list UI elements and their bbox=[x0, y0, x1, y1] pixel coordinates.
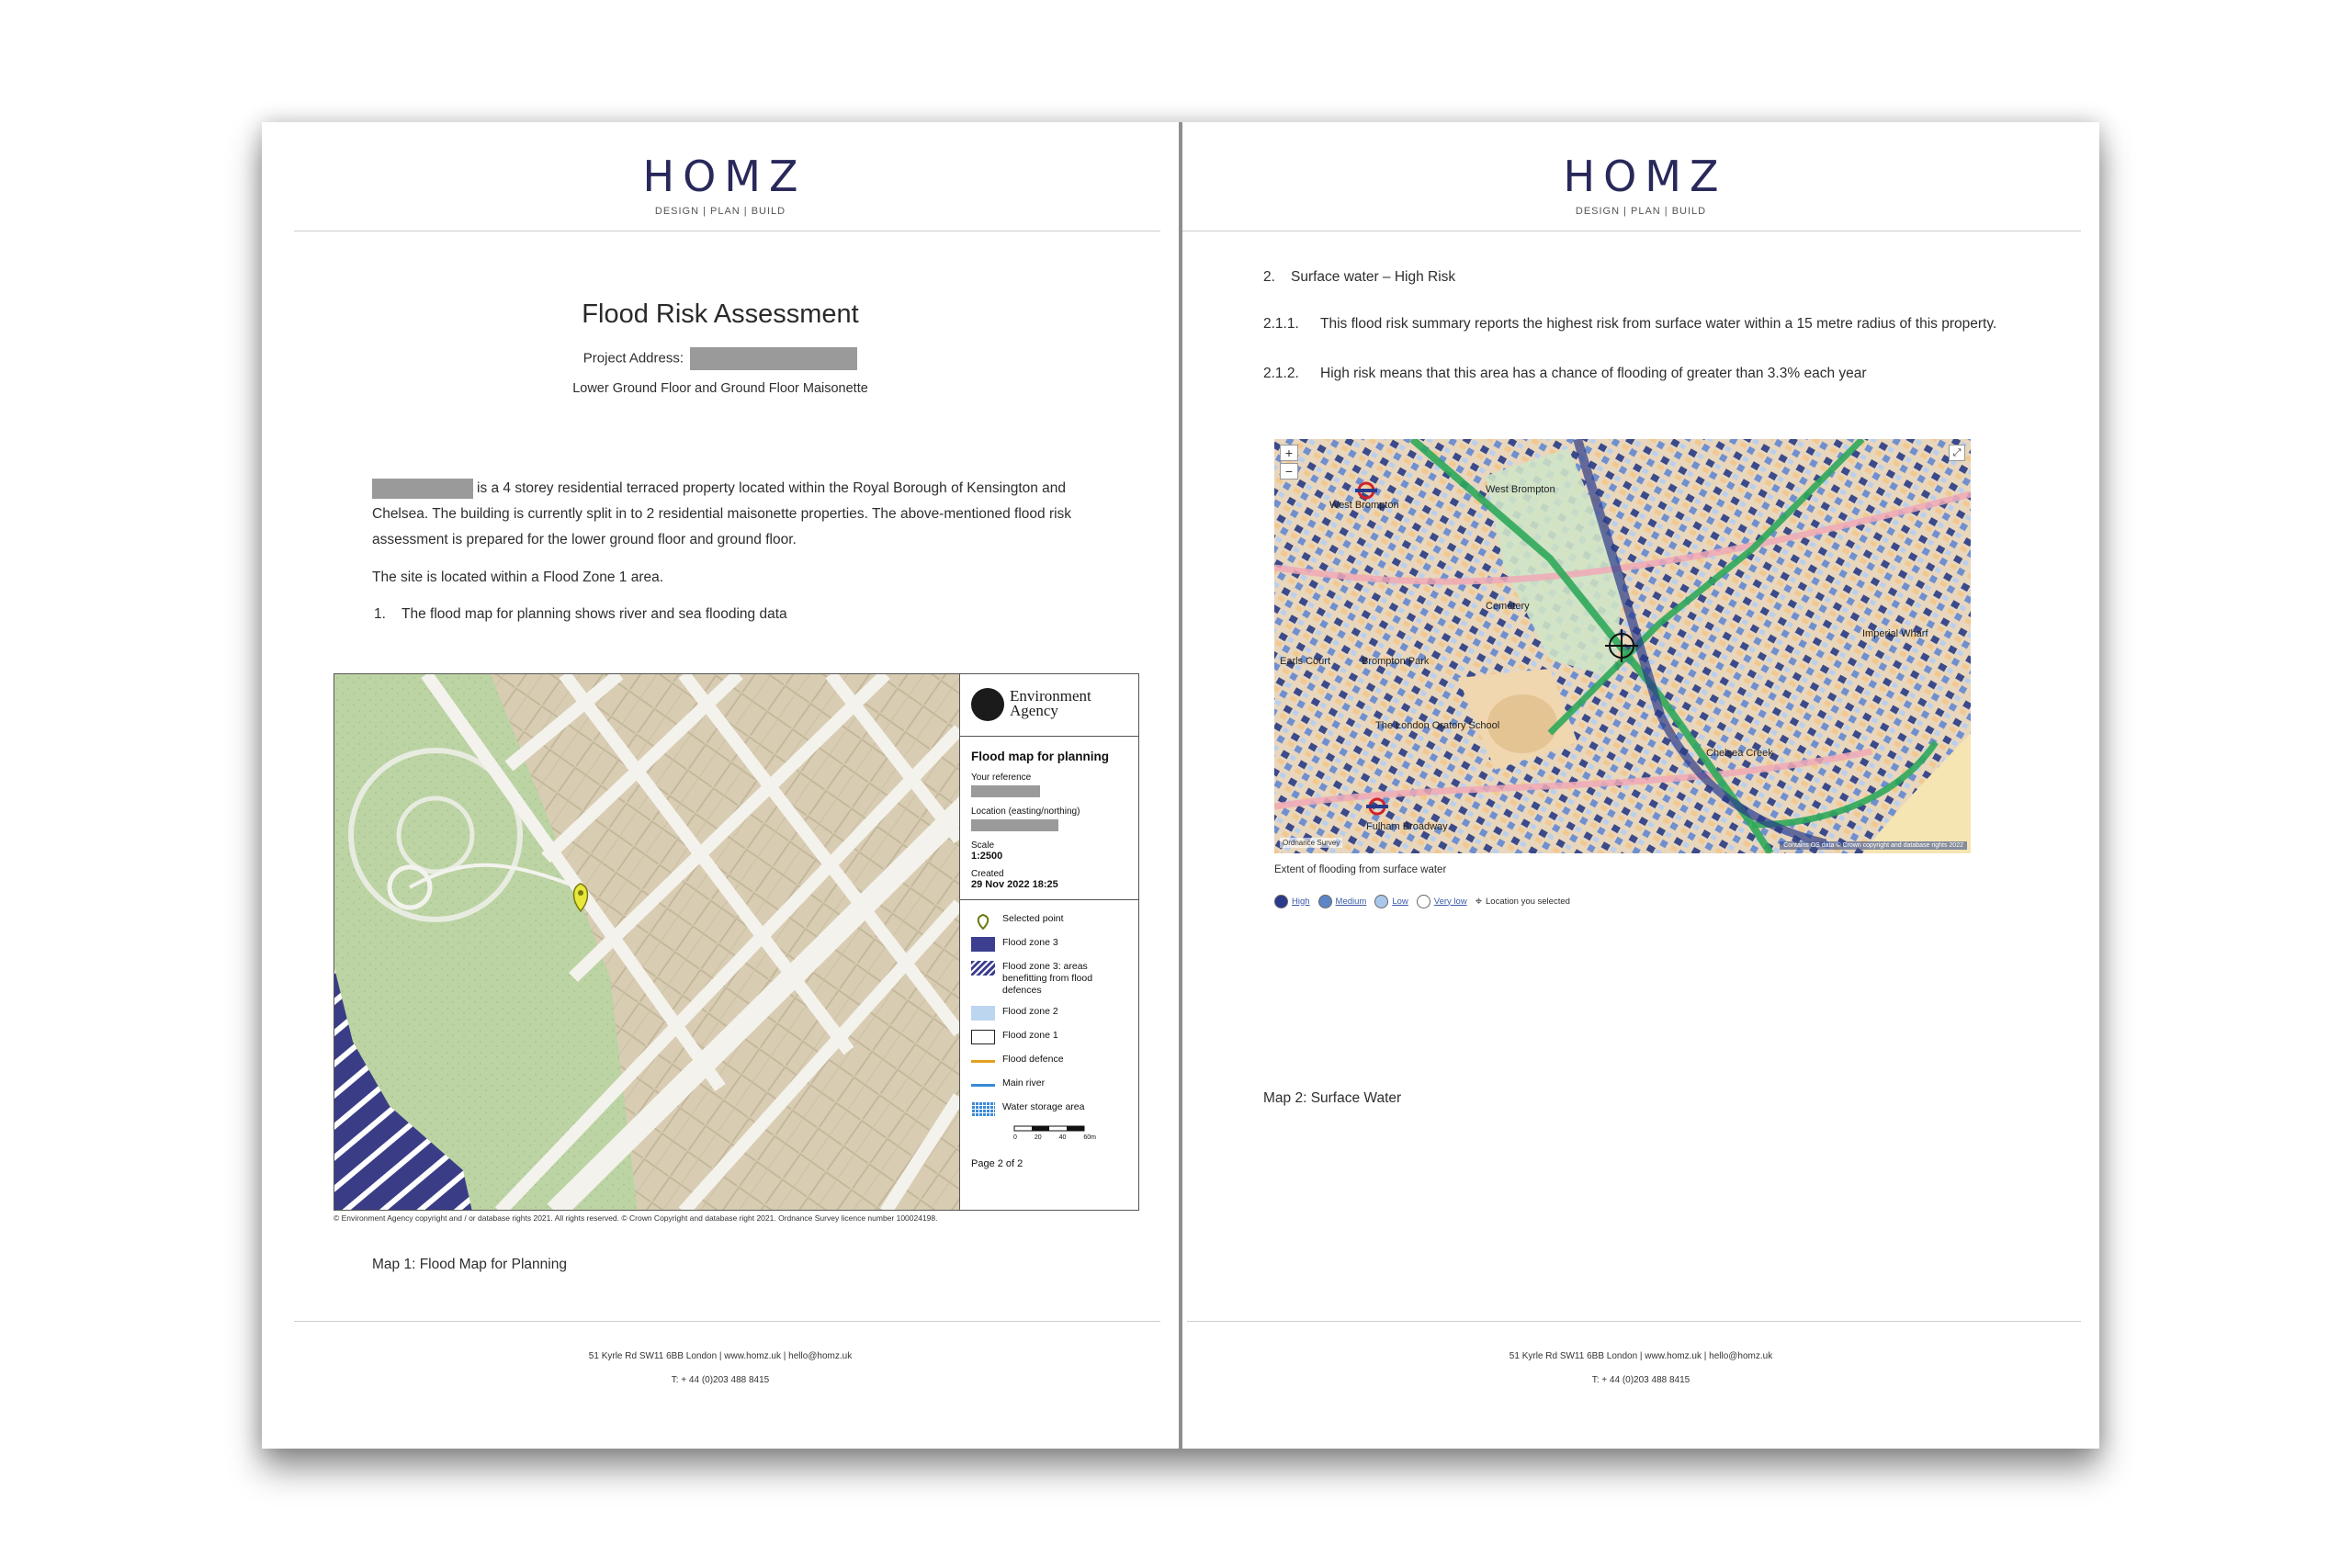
redacted-location bbox=[971, 819, 1058, 831]
legend-water-storage: Water storage area bbox=[971, 1101, 1129, 1116]
map-label: West Brompton bbox=[1486, 484, 1555, 495]
legend-selected-point: Selected point bbox=[971, 913, 1129, 928]
item-1-text: The flood map for planning shows river and sea flooding data bbox=[401, 606, 787, 622]
scale-tick: 60m bbox=[1083, 1134, 1096, 1141]
homz-tagline: DESIGN | PLAN | BUILD bbox=[654, 206, 786, 217]
subsection-text: High risk means that this area has a chance of flooding of greater than 3.3% each year bbox=[1320, 366, 1867, 381]
legend-flood-zone-2: Flood zone 2 bbox=[971, 1006, 1129, 1021]
legend-low[interactable]: Low bbox=[1374, 895, 1408, 908]
created-label: Created bbox=[971, 869, 1004, 879]
redacted-address bbox=[690, 347, 857, 370]
surface-water-extent-caption: Extent of flooding from surface water bbox=[1274, 864, 1447, 875]
map-label: Cemetery bbox=[1486, 601, 1530, 612]
medium-risk-swatch bbox=[1318, 895, 1332, 908]
environment-agency-branding bbox=[960, 674, 1139, 737]
footer-phone: T: + 44 (0)203 488 8415 bbox=[671, 1375, 770, 1385]
homz-logo: HOMZ bbox=[1563, 152, 1727, 201]
footer-address: 51 Kyrle Rd SW11 6BB London | www.homz.uk | hello@homz.uk bbox=[1509, 1351, 1773, 1361]
document-title: Flood Risk Assessment bbox=[582, 299, 859, 329]
map-label: West Brompton bbox=[1329, 500, 1399, 511]
flood-map-legend-panel bbox=[959, 674, 1139, 1210]
surface-water-legend bbox=[1274, 894, 1578, 908]
map-label: Chelsea Creek bbox=[1706, 748, 1773, 759]
flood-zone-2-swatch bbox=[971, 1006, 995, 1021]
legend-flood-zone-3-defended: Flood zone 3: areas benefitting from flood defences bbox=[971, 961, 1129, 997]
footer-divider bbox=[294, 1321, 1160, 1322]
scale-tick: 20 bbox=[1034, 1134, 1042, 1141]
left-page bbox=[262, 122, 1179, 1449]
map-copyright: © Environment Agency copyright and / or database rights 2021. All rights reserved. © Crown Copyright and database right 2021. Ordnance Survey licence number 100024198. bbox=[334, 1213, 938, 1223]
surface-water-map bbox=[1274, 439, 1971, 853]
flood-map-title: Flood map for planning bbox=[971, 750, 1109, 763]
flood-map-for-planning bbox=[334, 673, 1139, 1211]
map-label: Imperial Wharf bbox=[1862, 628, 1928, 639]
surface-water-map-base bbox=[1274, 439, 1971, 853]
scale-label: Scale bbox=[971, 840, 995, 851]
document-spread bbox=[262, 122, 2099, 1449]
ordnance-survey-mark: Ordnance Survey bbox=[1280, 838, 1342, 848]
redacted-address-inline bbox=[372, 479, 473, 499]
location-label: Location (easting/northing) bbox=[971, 807, 1080, 817]
map-label: Fulham Broadway bbox=[1366, 821, 1448, 832]
created-value: 29 Nov 2022 18:25 bbox=[971, 879, 1058, 890]
footer-phone: T: + 44 (0)203 488 8415 bbox=[1591, 1375, 1690, 1385]
your-reference-label: Your reference bbox=[971, 773, 1032, 783]
crosshair-icon: ⌖ bbox=[1475, 894, 1483, 908]
very-low-risk-swatch bbox=[1417, 895, 1430, 908]
map-label: Brompton Park bbox=[1362, 656, 1430, 667]
scale-tick: 40 bbox=[1058, 1134, 1067, 1141]
legend-flood-defence: Flood defence bbox=[971, 1054, 1129, 1068]
flood-map-base bbox=[334, 674, 959, 1211]
subsection-number: 2.1.2. bbox=[1263, 366, 1299, 381]
intro-paragraph bbox=[372, 476, 1098, 553]
subsection-number: 2.1.1. bbox=[1263, 316, 1299, 332]
section-2-heading bbox=[1263, 269, 1455, 286]
selected-point-icon bbox=[971, 913, 995, 928]
redacted-reference bbox=[971, 785, 1040, 797]
item-1-number: 1. bbox=[374, 606, 386, 622]
map-label: Earls Court bbox=[1280, 656, 1331, 667]
intro-text: is a 4 storey residential terraced property located within the Royal Borough of Kensington and Chelsea. The building is currently split in to 2 residential maisonette properties. The above-mentioned flood risk assessment is prepared for the lower ground floor and ground floor. bbox=[372, 480, 1072, 547]
main-river-swatch bbox=[971, 1077, 995, 1092]
flood-zone-sentence: The site is located within a Flood Zone 1 area. bbox=[372, 570, 664, 585]
page-header bbox=[262, 122, 1179, 232]
subsection-2-1-2 bbox=[1263, 361, 1998, 386]
section-2-title: Surface water – High Risk bbox=[1291, 269, 1456, 285]
legend-flood-zone-1: Flood zone 1 bbox=[971, 1030, 1129, 1044]
document-subtitle: Lower Ground Floor and Ground Floor Maisonette bbox=[572, 381, 868, 396]
flood-zone-1-swatch bbox=[971, 1030, 995, 1044]
high-risk-swatch bbox=[1274, 895, 1288, 908]
low-risk-swatch bbox=[1374, 895, 1388, 908]
scale-tick: 0 bbox=[1013, 1134, 1017, 1141]
legend-high[interactable]: High bbox=[1274, 895, 1310, 908]
homz-tagline: DESIGN | PLAN | BUILD bbox=[1575, 206, 1707, 217]
legend-flood-zone-3: Flood zone 3 bbox=[971, 937, 1129, 952]
legend-location: ⌖ Location you selected bbox=[1475, 894, 1570, 908]
flood-defence-swatch bbox=[971, 1054, 995, 1068]
flood-zone-3-hatch-swatch bbox=[971, 961, 995, 976]
flood-zone-3-swatch bbox=[971, 937, 995, 952]
legend-main-river: Main river bbox=[971, 1077, 1129, 1092]
zoom-in-button[interactable]: + bbox=[1280, 445, 1298, 461]
subsection-text: This flood risk summary reports the highest risk from surface water within a 15 metre radius of this property. bbox=[1320, 316, 1997, 332]
map-1-caption: Map 1: Flood Map for Planning bbox=[372, 1257, 567, 1272]
zoom-out-button[interactable]: − bbox=[1280, 463, 1298, 479]
map-2-caption: Map 2: Surface Water bbox=[1263, 1090, 1402, 1106]
scale-value: 1:2500 bbox=[971, 851, 1003, 862]
footer-address: 51 Kyrle Rd SW11 6BB London | www.homz.uk | hello@homz.uk bbox=[588, 1351, 853, 1361]
legend-medium[interactable]: Medium bbox=[1318, 895, 1367, 908]
page-header bbox=[1182, 122, 2099, 232]
footer-divider bbox=[1187, 1321, 2081, 1322]
map-page-label: Page 2 of 2 bbox=[971, 1158, 1023, 1169]
water-storage-swatch bbox=[971, 1101, 995, 1116]
map-label: The London Oratory School bbox=[1375, 720, 1500, 731]
flood-map-legend bbox=[960, 900, 1139, 1169]
legend-very-low[interactable]: Very low bbox=[1417, 895, 1467, 908]
map-attribution: Contains OS data © Crown copyright and database rights 2022 bbox=[1780, 841, 1967, 850]
project-address-label: Project Address: bbox=[582, 350, 684, 367]
homz-logo: HOMZ bbox=[642, 152, 807, 201]
environment-agency-name: Environment Agency bbox=[1010, 687, 1091, 719]
fullscreen-icon[interactable]: ⤢ bbox=[1949, 445, 1965, 461]
scale-bar bbox=[1013, 1125, 1129, 1145]
item-1 bbox=[374, 606, 787, 623]
environment-agency-logo-icon bbox=[971, 688, 1004, 721]
flood-map-details bbox=[960, 737, 1139, 900]
section-2-number: 2. bbox=[1263, 269, 1275, 285]
project-address bbox=[262, 347, 1179, 370]
subsection-2-1-1 bbox=[1263, 311, 1998, 336]
right-page bbox=[1182, 122, 2099, 1449]
